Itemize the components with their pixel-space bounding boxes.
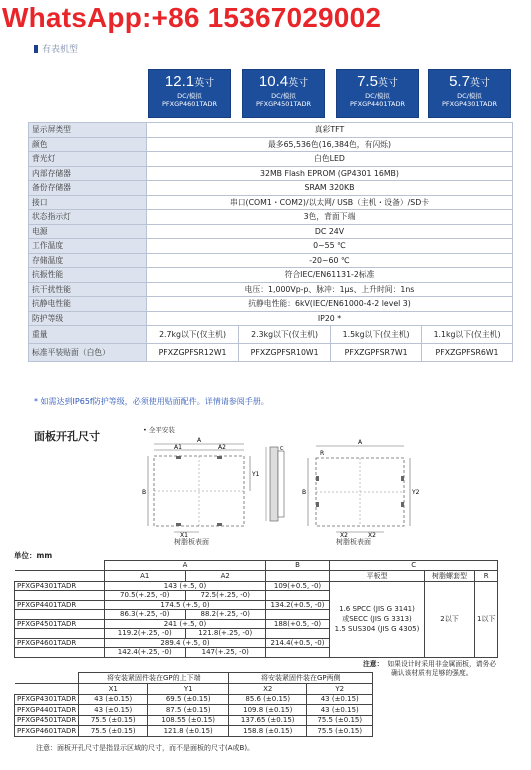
- spec-row: 工作温度 0~55 ℃: [29, 239, 513, 254]
- spec-row: 抗振性能 符合IEC/EN61131-2标准: [29, 268, 513, 283]
- section-marker: [34, 45, 38, 53]
- ip-note: * 如需达到IP65f防护等级，必须使用贴面配件。详情请参阅手册。: [34, 397, 269, 406]
- tab-model: PFXGP4401TADR: [349, 100, 406, 108]
- dim-label-b: B: [302, 489, 307, 496]
- weight-row: 重量 2.7kg以下(仅主机) 2.3kg以下(仅主机) 1.5kg以下(仅主机) 1.1kg以下(仅主机): [29, 326, 513, 344]
- dim-label-x2b: X2: [368, 532, 376, 538]
- section-label-text: 有表机型: [42, 45, 79, 55]
- spec-row: 电源 DC 24V: [29, 224, 513, 239]
- tab-type: DC/模拟: [271, 92, 296, 100]
- material-note: 注意： 如果设计时采用非金属面板，请务必 确认该材质有足够的强度。: [363, 660, 497, 677]
- spec-row: 内部存储器 32MB Flash EPROM (GP4301 16MB): [29, 166, 513, 181]
- tab-model: PFXGP4301TADR: [441, 100, 498, 108]
- tab-model: PFXGP4601TADR: [161, 100, 218, 108]
- sheet-row: 标准平装贴面（白色） PFXZGPFSR12W1 PFXZGPFSR10W1 PFXZGPFSR7W1 PFXZGPFSR6W1: [29, 344, 513, 362]
- table-header-row: A1 A2 平板型 树脂螺套型 R: [15, 570, 498, 581]
- table-row: PFXGP4501TADR 241 (+.5, 0) 188(+0.5, -0): [15, 619, 498, 629]
- tab-size: 10.4英寸: [258, 73, 309, 90]
- spec-row: 背光灯 白色LED: [29, 152, 513, 167]
- model-tab: [242, 69, 325, 118]
- spec-row: 防护等级 IP20 *: [29, 311, 513, 326]
- caption-right: 树脂板表面: [336, 538, 371, 546]
- spec-row: 接口 串口(COM1・COM2)/以太网/ USB（主机・设备）/SD卡: [29, 195, 513, 210]
- table-row: 142.4(+.25, -0) 147(+.25, -0): [15, 648, 498, 658]
- footer-note: 注意：面板开孔尺寸是指显示区域的尺寸，而不是面板的尺寸(A或B)。: [36, 744, 255, 752]
- spec-table: [28, 122, 513, 362]
- dim-label-x2: X2: [340, 532, 348, 538]
- mount-label: • 全平安装: [143, 426, 175, 434]
- model-tab: [428, 69, 511, 118]
- table-header-row: A B C: [15, 561, 498, 571]
- dim-label-c: C: [280, 446, 284, 452]
- spec-row: 抗静电性能 抗静电性能：6kV(IEC/EN61000-4-2 level 3): [29, 297, 513, 312]
- dim-label-b: B: [142, 489, 147, 496]
- caption-left: 树脂板表面: [174, 538, 209, 546]
- model-tab: [148, 69, 231, 118]
- table-row: PFXGP4301TADR 43 (±0.15) 69.5 (±0.15) 85.6 (±0.15) 43 (±0.15): [15, 694, 373, 705]
- spec-row: 显示屏类型 真彩TFT: [29, 123, 513, 138]
- tab-model: PFXGP4501TADR: [255, 100, 312, 108]
- dim-label-a: A: [197, 437, 202, 444]
- panel-side-view: [262, 445, 292, 525]
- table-row: PFXGP4601TADR 289.4 (+.5, 0) 214.4(+0.5, -0): [15, 638, 498, 648]
- tab-size: 7.5英寸: [357, 73, 398, 90]
- spec-row: 备份存储器 SRAM 320KB: [29, 181, 513, 196]
- table-row: 86.3(+.25, -0) 88.2(+.25, -0): [15, 610, 498, 620]
- panel-cutout-title: 面板开孔尺寸: [34, 430, 100, 443]
- table-row: PFXGP4301TADR 143 (+.5, 0) 109(+0.5, -0) 1.6 SPCC (JIS G 3141) 或SECC (JIS G 3313) 1.5 SUS304 (JIS G 4305) 2以下 1以下: [15, 581, 498, 591]
- table-header-row: 将安装紧固件装在GP的上下端 将安装紧固件装在GP两侧: [15, 673, 373, 684]
- tab-type: DC/模拟: [365, 92, 390, 100]
- table-row: 70.5(+.25, -0) 72.5(+.25, -0): [15, 591, 498, 601]
- tab-size: 12.1英寸: [164, 73, 215, 90]
- dim-label-y2: Y2: [412, 489, 420, 496]
- model-tab: [336, 69, 419, 118]
- tab-size: 5.7英寸: [449, 73, 490, 90]
- cutout-table: [14, 560, 498, 658]
- dim-label-r: R: [320, 450, 325, 457]
- panel-drawing-right: [300, 436, 420, 538]
- table-row: PFXGP4601TADR 75.5 (±0.15) 121.8 (±0.15) 158.8 (±0.15) 75.5 (±0.15): [15, 726, 373, 737]
- bracket-table: [14, 672, 373, 737]
- tab-type: DC/模拟: [457, 92, 482, 100]
- spec-row: 状态指示灯 3色，背面下端: [29, 210, 513, 225]
- table-row: PFXGP4401TADR 43 (±0.15) 87.5 (±0.15) 109.8 (±0.15) 43 (±0.15): [15, 705, 373, 716]
- tab-type: DC/模拟: [177, 92, 202, 100]
- watermark: WhatsApp:+86 15367029002: [2, 2, 382, 33]
- spec-row: 存储温度 -20~60 ℃: [29, 253, 513, 268]
- spec-row: 颜色 最多65,536色(16,384色，有闪烁): [29, 137, 513, 152]
- panel-drawing-left: [140, 436, 260, 538]
- dim-label-a1: A1: [174, 444, 182, 451]
- dim-label-a: A: [358, 439, 363, 446]
- dim-label-a2: A2: [218, 444, 226, 451]
- table-row: PFXGP4501TADR 75.5 (±0.15) 108.55 (±0.15) 137.65 (±0.15) 75.5 (±0.15): [15, 715, 373, 726]
- unit-label: 单位：mm: [14, 551, 53, 560]
- table-header-row: X1 Y1 X2 Y2: [15, 684, 373, 695]
- section-label: [34, 42, 78, 55]
- table-row: PFXGP4401TADR 174.5 (+.5, 0) 134.2(+0.5, -0): [15, 600, 498, 610]
- dim-label-y1: Y1: [252, 471, 260, 478]
- dim-label-x1: X1: [180, 532, 188, 538]
- table-row: 119.2(+.25, -0) 121.8(+.25, -0): [15, 629, 498, 639]
- spec-row: 抗干扰性能 电压：1,000Vp-p、脉冲：1μs、上升时间：1ns: [29, 282, 513, 297]
